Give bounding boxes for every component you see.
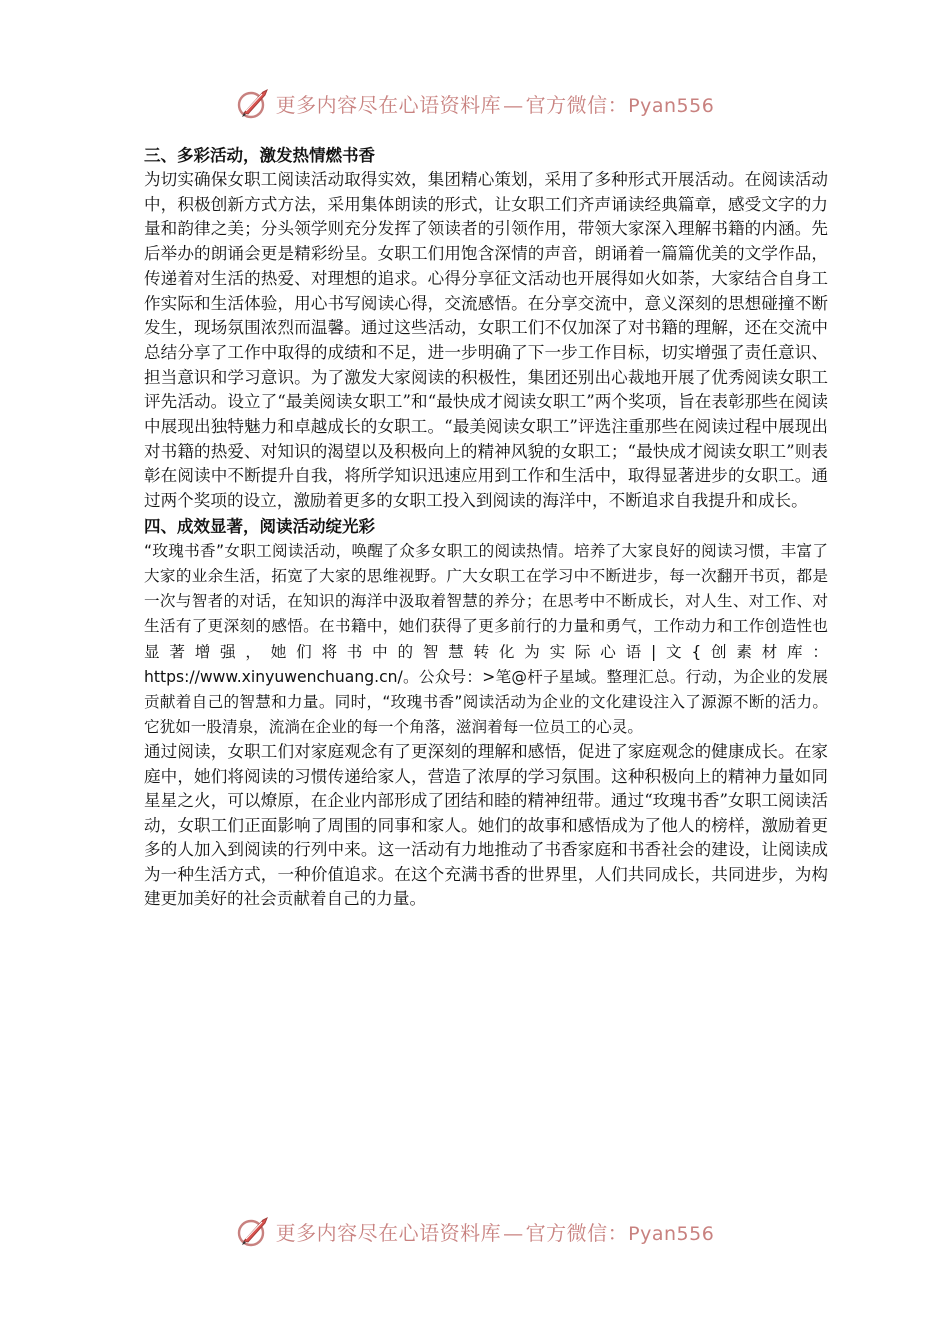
section-3-paragraph: 为切实确保女职工阅读活动取得实效，集团精心策划，采用了多种形式开展活动。在阅读活动中，积极创新方式方法，采用集体朗读的形式，让女职工们齐声诵读经典篇章，感受文字的力量和韵律之美；分头领学则充分发挥了领读者的引领作用，带领大家深入理解书籍的内涵。先后举办的朗诵会更是精彩纷呈。女职工们用饱含深情的声音，朗诵着一篇篇优美的文学作品，传递着对生活的热爱、对理想的追求。心得分享征文活动也开展得如火如荼，大家结合自身工作实际和生活体验，用心书写阅读心得，交流感悟。在分享交流中，意义深刻的思想碰撞不断发生，现场氛围浓烈而温馨。通过这些活动，女职工们不仅加深了对书籍的理解，还在交流中总结分享了工作中取得的成绩和不足，进一步明确了下一步工作目标，切实增强了责任意识、担当意识和学习意识。为了激发大家阅读的积极性，集团还别出心裁地开展了优秀阅读女职工评先活动。设立了“最美阅读女职工”和“最快成才阅读女职工”两个奖项，旨在表彰那些在阅读中展现出独特魅力和卓越成长的女职工。“最美阅读女职工”评选注重那些在阅读过程中展现出对书籍的热爱、对知识的渴望以及积极向上的精神风貌的女职工；“最快成才阅读女职工”则表彰在阅读中不断提升自我，将所学知识迅速应用到工作和生活中，取得显著进步的女职工。通过两个奖项的设立，激励着更多的女职工投入到阅读的海洋中，不断追求自我提升和成长。 bbox=[144, 170, 828, 511]
watermark-contact-label: 官方微信： bbox=[525, 1220, 629, 1245]
section-4-paragraph-1: “玫瑰书香”女职工阅读活动，唤醒了众多女职工的阅读热情。培养了大家良好的阅读习惯，丰富了大家的业余生活，拓宽了大家的思维视野。广大女职工在学习中不断进步，每一次翻开书页，都是一次与智者的对话，在知识的海洋中汲取着智慧的养分；在思考中不断成长，对人生、对工作、对生活有了更深刻的感悟。在书籍中，她们获得了更多前行的力量和勇气，工作动力和工作创造性也显著增强，她们将书中的智慧转化为实际心语|文{创素材库：https://www.xinyuwenchuang.cn/。公众号：>笔@杆子星域。整理汇总。行动，为企业的发展贡献着自己的智慧和力量。同时，“玫瑰书香”阅读活动为企业的文化建设注入了源源不断的活力。它犹如一股清泉，流淌在企业的每一个角落，滋润着每一位员工的心灵。 bbox=[144, 541, 828, 737]
watermark-main-text: 更多内容尽在心语资料库 bbox=[275, 1220, 502, 1245]
footer-watermark bbox=[0, 1211, 950, 1251]
watermark-main-text: 更多内容尽在心语资料库 bbox=[275, 92, 502, 117]
section-4-paragraph-2: 通过阅读，女职工们对家庭观念有了更深刻的理解和感悟，促进了家庭观念的健康成长。在家庭中，她们将阅读的习惯传递给家人，营造了浓厚的学习氛围。这种积极向上的精神力量如同星星之火，可以燎原，在企业内部形成了团结和睦的精神纽带。通过“玫瑰书香”女职工阅读活动，女职工们正面影响了周围的同事和家人。她们的故事和感悟成为了他人的榜样，激励着更多的人加入到阅读的行列中来。这一活动有力地推动了书香家庭和书香社会的建设，让阅读成为一种生活方式，一种价值追求。在这个充满书香的世界里，人们共同成长，共同进步，为构建更加美好的社会贡献着自己的力量。 bbox=[144, 742, 828, 909]
quill-pen-icon bbox=[236, 86, 270, 120]
watermark-contact-label: 官方微信： bbox=[525, 92, 629, 117]
watermark-separator: — bbox=[503, 92, 524, 117]
watermark-separator: — bbox=[503, 1220, 524, 1245]
section-4-heading: 四、成效显著，阅读活动绽光彩 bbox=[144, 516, 375, 536]
watermark-wechat-id: Pyan556 bbox=[628, 94, 715, 117]
header-watermark bbox=[0, 83, 950, 123]
section-3-heading: 三、多彩活动，激发热情燃书香 bbox=[144, 146, 375, 165]
document-body bbox=[144, 143, 828, 912]
watermark-wechat-id: Pyan556 bbox=[628, 1222, 715, 1245]
quill-pen-icon bbox=[236, 1214, 270, 1248]
